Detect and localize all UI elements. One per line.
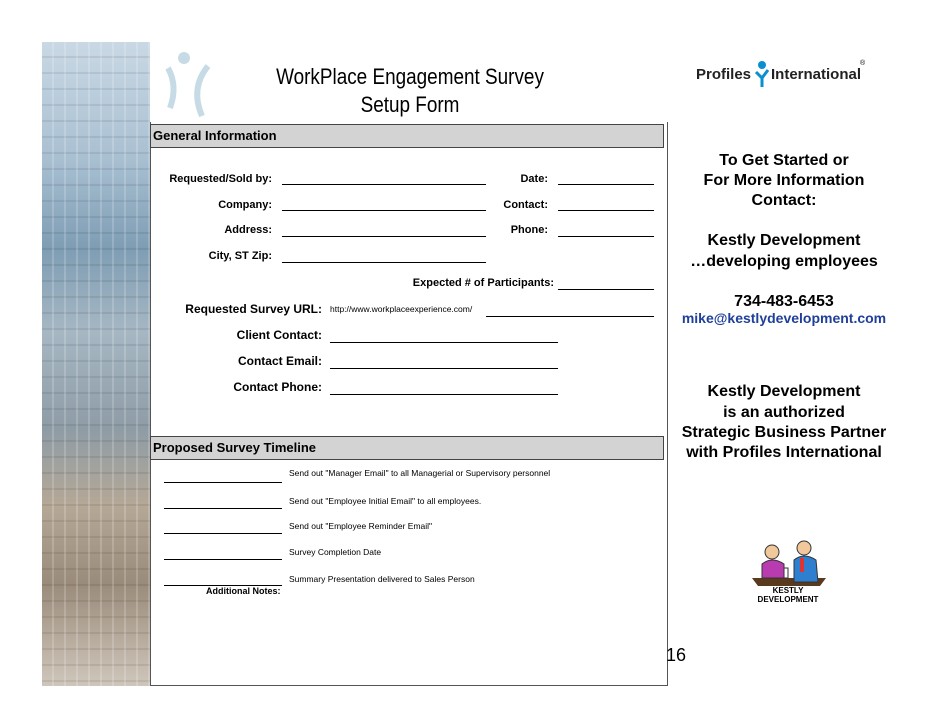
get-started-line1: To Get Started or	[719, 152, 849, 169]
contact-email-label: Contact Email:	[237, 354, 322, 368]
timeline-item-1: Send out "Manager Email" to all Managerial or Supervisory personnel	[289, 468, 551, 478]
registered-mark: ®	[860, 60, 866, 67]
background-photo-texture	[42, 42, 152, 686]
requested-sold-by-label: Requested/Sold by:	[169, 173, 272, 185]
kestly-development-name: Kestly Development	[707, 232, 861, 249]
contact-phone-label: Contact Phone:	[233, 380, 322, 394]
address-label: Address:	[224, 224, 272, 236]
phone-field[interactable]	[558, 236, 654, 237]
contact-phone-field[interactable]	[330, 394, 558, 395]
logo-person-icon	[754, 60, 770, 88]
form-title-line2: Setup Form	[360, 92, 460, 117]
get-started-line3: Contact:	[751, 192, 817, 209]
partner-line3: Strategic Business Partner	[681, 424, 887, 441]
requested-sold-by-field[interactable]	[282, 184, 486, 185]
phone-label: Phone:	[510, 224, 548, 236]
general-information-header: General Information	[150, 124, 664, 148]
city-st-zip-label: City, ST Zip:	[208, 250, 272, 262]
timeline-item-2: Send out "Employee Initial Email" to all employees.	[289, 496, 482, 506]
timeline-date-field-1[interactable]	[164, 482, 282, 483]
expected-participants-label: Expected # of Participants:	[412, 277, 554, 289]
contact-label: Contact:	[503, 199, 548, 211]
kestly-tagline: …developing employees	[690, 253, 878, 270]
logo-text-international: International	[771, 66, 862, 83]
city-st-zip-field[interactable]	[282, 262, 486, 263]
get-started-line2: For More Information	[703, 172, 865, 189]
contact-phone-number: 734-483-6453	[734, 293, 834, 310]
profiles-international-logo	[696, 60, 866, 90]
date-label: Date:	[520, 173, 548, 185]
logo-text-profiles: Profiles	[696, 66, 752, 83]
company-label: Company:	[218, 199, 272, 211]
client-contact-label: Client Contact:	[236, 328, 322, 342]
timeline-date-field-2[interactable]	[164, 508, 282, 509]
timeline-date-field-4[interactable]	[164, 559, 282, 560]
survey-url-prefix: http://www.workplaceexperience.com/	[330, 304, 473, 314]
date-field[interactable]	[558, 184, 654, 185]
partner-line1: Kestly Development	[707, 383, 861, 400]
timeline-item-3: Send out "Employee Reminder Email"	[289, 521, 433, 531]
expected-participants-field[interactable]	[558, 289, 654, 290]
proposed-survey-timeline-header: Proposed Survey Timeline	[150, 436, 664, 460]
requested-survey-url-label: Requested Survey URL:	[185, 302, 322, 316]
timeline-date-field-3[interactable]	[164, 533, 282, 534]
contact-email-field[interactable]	[330, 368, 558, 369]
kestly-logo-caption-line2: DEVELOPMENT	[757, 595, 819, 604]
contact-field[interactable]	[558, 210, 654, 211]
contact-email-link[interactable]: mike@kestlydevelopment.com	[681, 310, 887, 326]
page-number: 16	[666, 645, 687, 665]
client-contact-field[interactable]	[330, 342, 558, 343]
partner-line2: is an authorized	[723, 404, 845, 421]
form-title-line1: WorkPlace Engagement Survey	[276, 64, 544, 89]
additional-notes-label: Additional Notes:	[206, 586, 281, 596]
company-field[interactable]	[282, 210, 486, 211]
partner-line4: with Profiles International	[686, 444, 882, 461]
address-field[interactable]	[282, 236, 486, 237]
kestly-logo-caption-line1: KESTLY	[772, 586, 804, 595]
timeline-item-5: Summary Presentation delivered to Sales Person	[289, 574, 475, 584]
survey-url-field[interactable]	[486, 316, 654, 317]
timeline-item-4: Survey Completion Date	[289, 547, 382, 557]
